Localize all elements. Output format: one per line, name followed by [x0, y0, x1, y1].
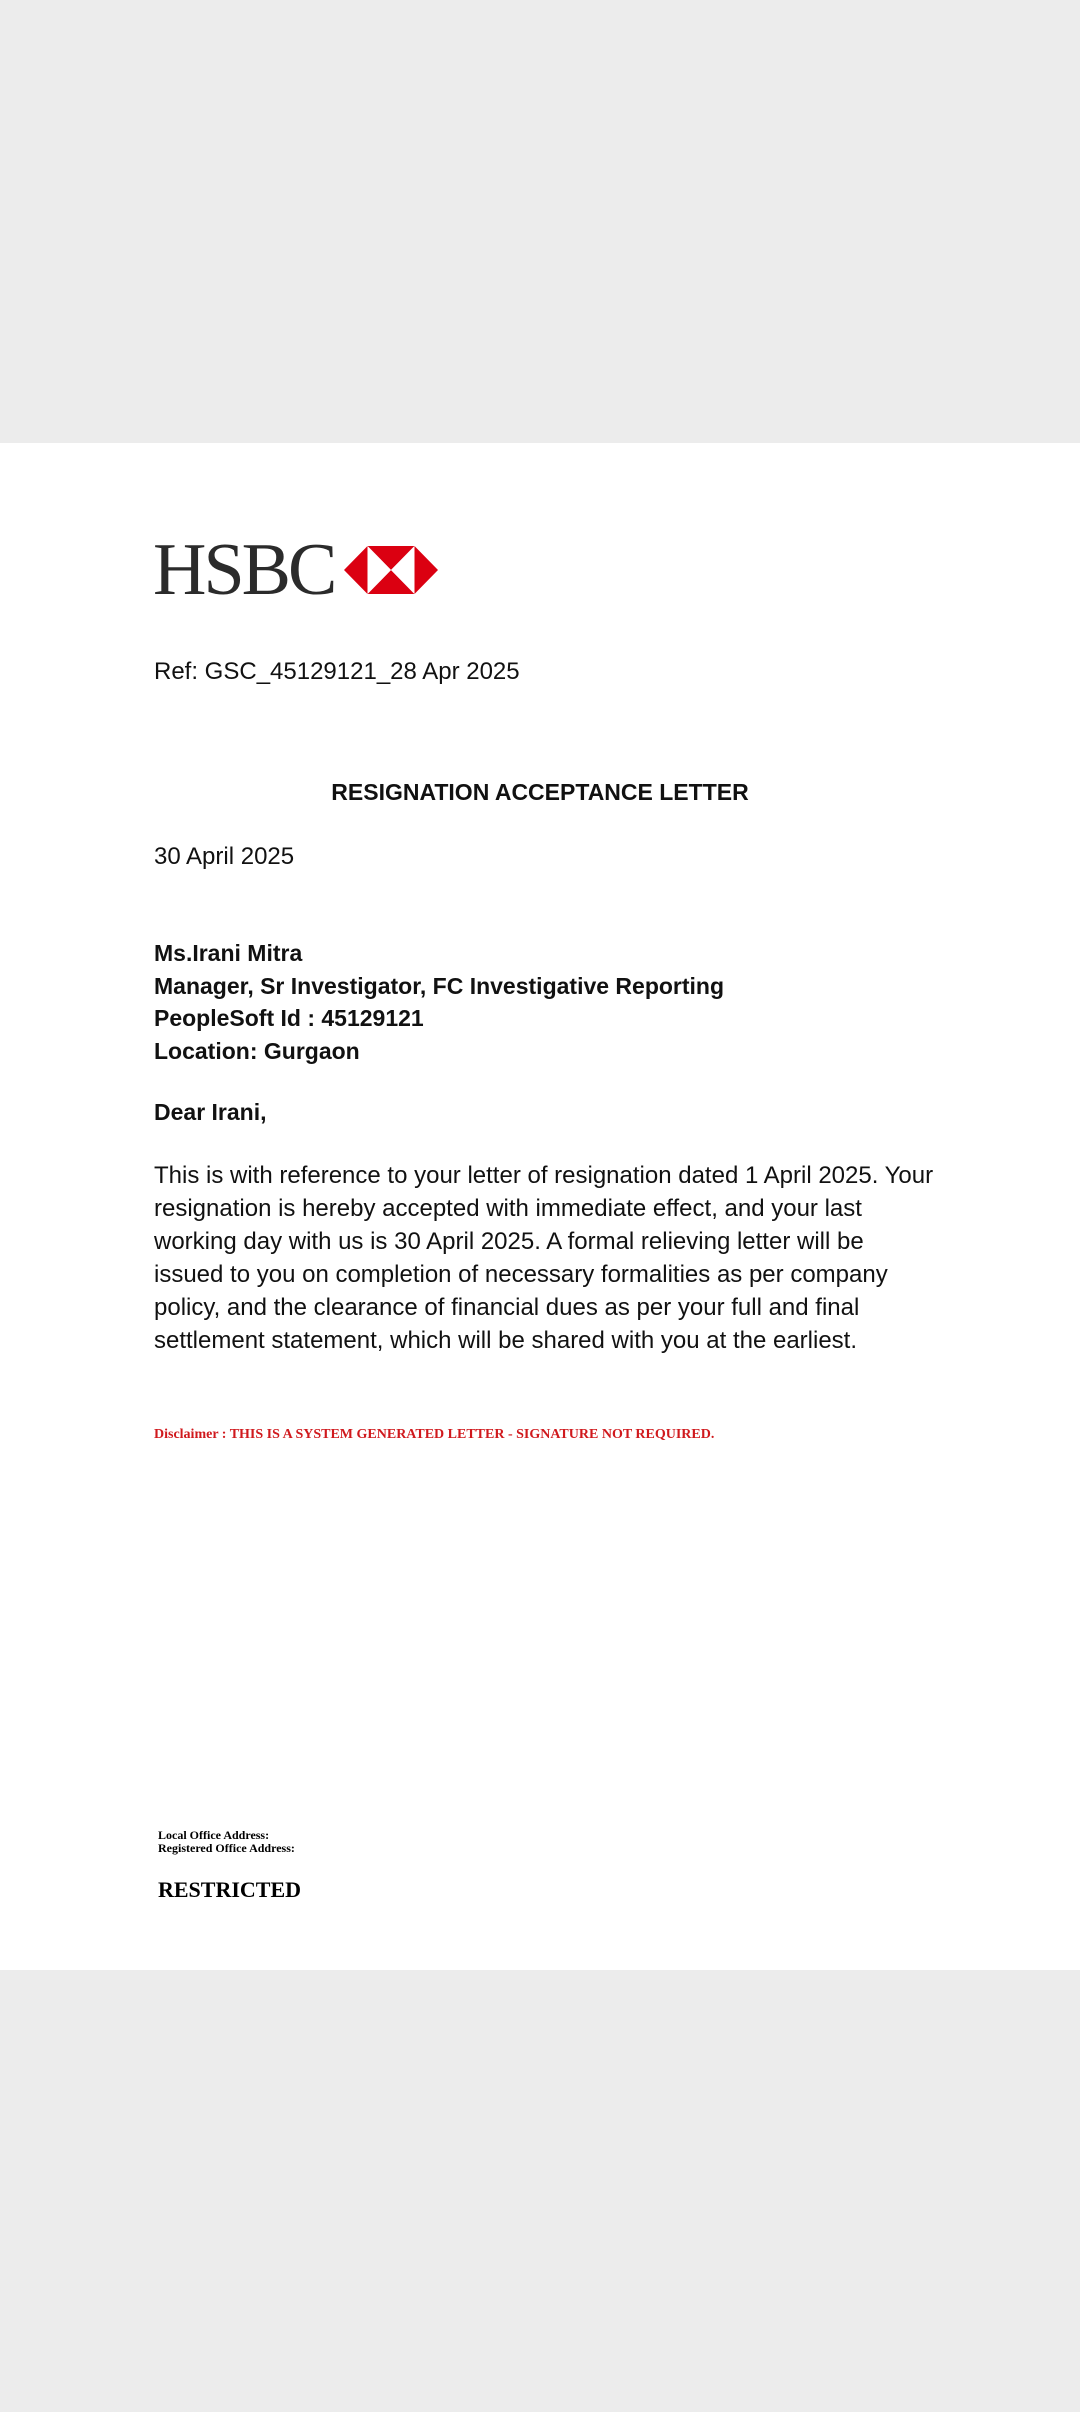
- recipient-block: [154, 937, 724, 1067]
- hsbc-logo: [153, 529, 438, 611]
- letter-page: [0, 443, 1080, 1970]
- salutation: Dear Irani,: [154, 1099, 267, 1125]
- logo-wordmark: HSBC: [153, 529, 335, 611]
- letter-title: RESIGNATION ACCEPTANCE LETTER: [331, 779, 749, 805]
- office-address-block: [158, 1829, 295, 1854]
- disclaimer: Disclaimer : THIS IS A SYSTEM GENERATED LETTER - SIGNATURE NOT REQUIRED.: [154, 1427, 715, 1442]
- recipient-designation: Manager, Sr Investigator, FC Investigative Reporting: [154, 972, 725, 999]
- classification-label: RESTRICTED: [158, 1877, 302, 1902]
- recipient-location: Location: Gurgaon: [154, 1037, 360, 1064]
- reference-number: Ref: GSC_45129121_28 Apr 2025: [154, 658, 520, 685]
- local-office-address: Local Office Address:: [158, 1828, 270, 1842]
- recipient-name: Ms.Irani Mitra: [154, 940, 303, 966]
- recipient-peoplesoft-id: PeopleSoft Id : 45129121: [154, 1005, 424, 1031]
- letter-body: This is with reference to your letter of resignation dated 1 April 2025. Your resignation is hereby accepted with immediate effect, and your last working day with us is 30 April 2025. A formal relieving letter will be issued to you on completion of necessary formalities as per company policy, and the clearance of financial dues as per your full and final settlement statement, which will be shared with you at the earliest.: [154, 1162, 934, 1354]
- letter-date: 30 April 2025: [154, 843, 295, 870]
- registered-office-address: Registered Office Address:: [158, 1840, 295, 1855]
- hsbc-hexagon-icon: [344, 546, 438, 594]
